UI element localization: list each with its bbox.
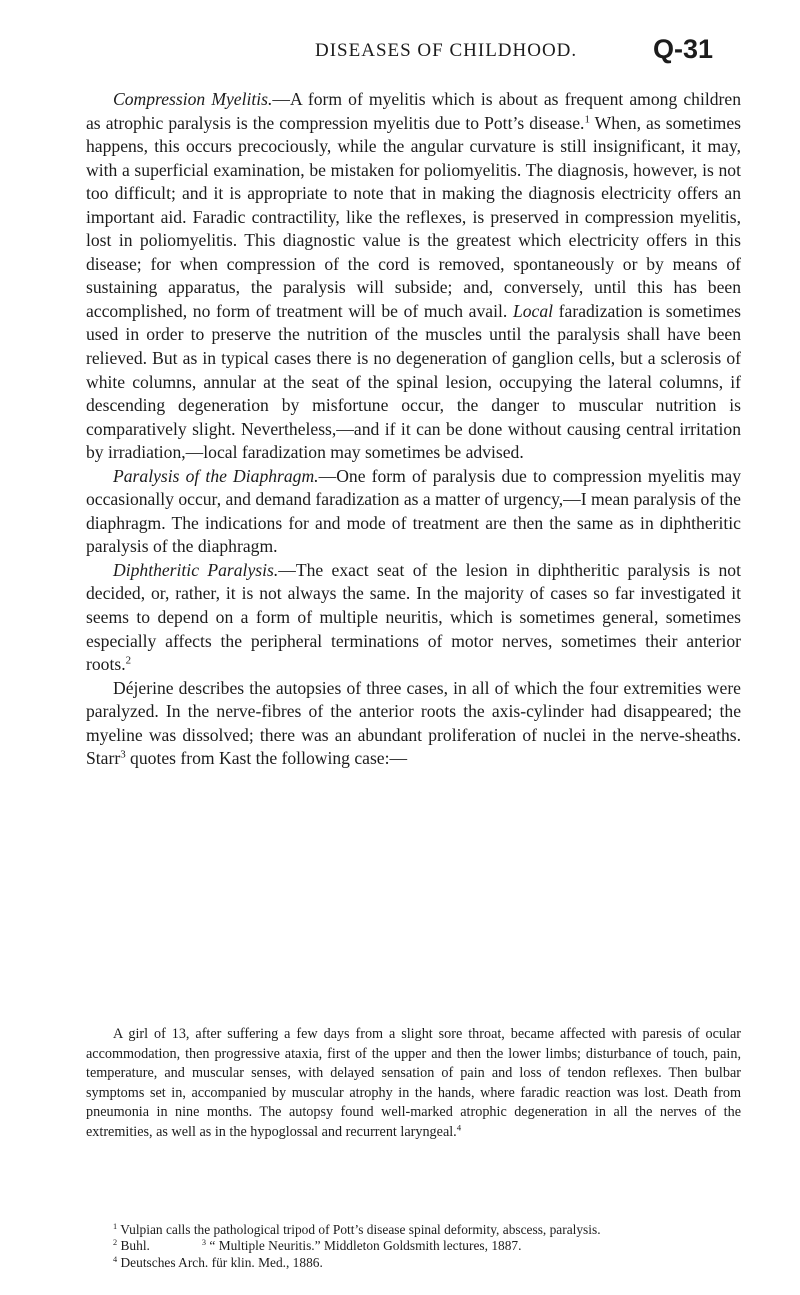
paragraph-text: faradization is sometimes used in order to preserve the nutrition of the muscles until the paralysis shall have been relieved. But as in typical cases there is no degeneration of ganglion cells, but a sclerosis of white columns, annular at the seat of the spinal lesion, occupying the lateral columns, if descending degeneration by misfortune occur, the danger to muscular nutrition is comparatively slight. Nevertheless,—and if it can be done without causing central irritation by irradiation,—local faradization may sometimes be advised. xyxy=(86,300,741,463)
section-heading-diphtheritic: Diphtheritic Paralysis. xyxy=(113,559,279,580)
footnote-ref-1: 1 xyxy=(584,113,590,125)
footnote-ref-3: 3 xyxy=(120,748,126,761)
footnotes xyxy=(86,1222,741,1271)
paragraph-dejerine xyxy=(86,677,741,771)
paragraph-text: quotes from Kast the following case:— xyxy=(125,748,408,769)
paragraph-text: —One form of paralysis due to compression myelitis may occasionally occur, and demand faradization as a matter of urgency,—I mean paralysis of the diaphragm. The indications for and mode of treatment are then the same as in diphtheritic paralysis of the diaphragm. xyxy=(86,465,741,557)
case-quote xyxy=(86,1025,741,1143)
footnote-4 xyxy=(86,1255,741,1271)
paragraph-compression-myelitis xyxy=(86,88,741,465)
footnote-ref-4: 4 xyxy=(456,1122,462,1133)
section-heading-diaphragm: Paralysis of the Diaphragm. xyxy=(113,465,319,486)
footnote-mark-3: 3 xyxy=(201,1238,207,1248)
paragraph-diaphragm xyxy=(86,465,741,559)
footnote-row-2-3 xyxy=(86,1238,741,1254)
footnote-mark-4: 4 xyxy=(113,1254,118,1264)
footnote-1 xyxy=(86,1222,741,1238)
paragraph-diphtheritic xyxy=(86,559,741,677)
footnote-text-3: “ Multiple Neuritis.” Middleton Goldsmith lectures, 1887. xyxy=(206,1238,522,1254)
body-text xyxy=(86,88,741,771)
running-title: DISEASES OF CHILDHOOD. xyxy=(315,40,578,61)
paragraph-text: —The exact seat of the lesion in diphtheritic paralysis is not decided, or, rather, it is not always the same. In the majority of cases so far investigated it seems to depend on a form of multiple neuritis, which is sometimes general, sometimes especially affects the peripheral terminations of motor nerves, sometimes their anterior roots. xyxy=(86,559,741,675)
paragraph-text: When, as sometimes happens, this occurs precociously, while the angular curvature is still insignificant, it may, with a superficial examination, be mistaken for poliomyelitis. The diagnosis, however, is not too difficult; and it is appropriate to note that in making the diagnosis electricity offers an important aid. Faradic contractility, like the reflexes, is preserved in compression myelitis, lost in poliomyelitis. This diagnostic value is the greatest which electricity offers in this disease; for when compression of the cord is removed, spontaneously or by means of sustaining apparatus, the paralysis will subside; and, conversely, until this has been accomplished, no form of treatment will be of much avail. xyxy=(86,112,741,321)
footnote-text-1: Vulpian calls the pathological tripod of Pott’s disease spinal deformity, abscess, paralysis. xyxy=(117,1222,601,1237)
footnote-mark-1: 1 xyxy=(113,1222,118,1232)
footnote-text-2: Buhl. xyxy=(117,1238,150,1254)
paragraph-text: Déjerine describes the autopsies of three cases, in all of which the four extremities were paralyzed. In the nerve-fibres of the anterior roots the axis-cylinder had disappeared; the myeline was dissolved; there was an abundant proliferation of nuclei in the nerve-sheaths. Starr xyxy=(86,677,741,769)
page-number: Q-31 xyxy=(653,34,714,64)
paragraph-text: —A form of myelitis which is about as frequent among children as atrophic paralysis is the compression myelitis due to Pott’s disease. xyxy=(86,89,741,133)
running-head xyxy=(0,36,800,76)
footnote-mark-2: 2 xyxy=(113,1238,118,1248)
footnote-text-4: Deutsches Arch. für klin. Med., 1886. xyxy=(117,1254,323,1270)
section-heading-compression-myelitis: Compression Myelitis. xyxy=(113,89,273,109)
italic-word-local: Local xyxy=(512,300,554,321)
footnote-ref-2: 2 xyxy=(125,654,132,667)
quote-paragraph xyxy=(86,1025,741,1143)
quote-text: A girl of 13, after suffering a few days from a slight sore throat, became affected with paresis of ocular accommodation, then progressive ataxia, first of the upper and then the lower limbs; disturbance of touch, pain, temperature, and muscular senses, with delayed sensation of pain and loss of tendon reflexes. Then bulbar symptoms set in, accompanied by muscular atrophy in the hands, where faradic reaction was lost. Death from pneumonia in nine months. The autopsy found well-marked atrophic degeneration in all the nerves of the extremities, as well as in the hypoglossal and recurrent laryngeal. xyxy=(86,1026,741,1140)
